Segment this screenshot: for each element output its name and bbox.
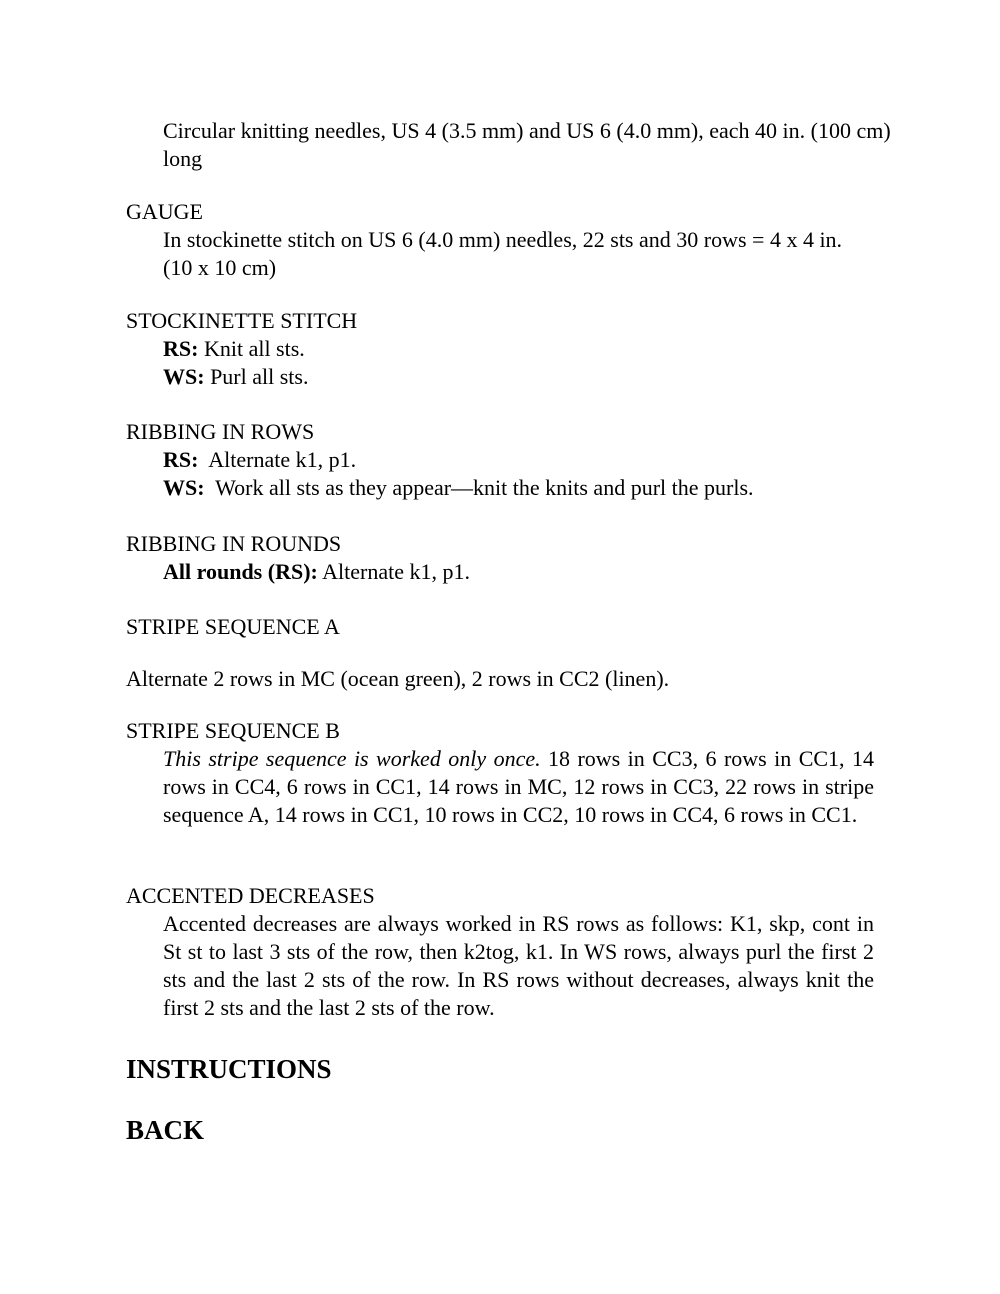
stripe-a-text: Alternate 2 rows in MC (ocean green), 2 rows in CC2 (linen).: [126, 666, 670, 691]
gauge-heading: GAUGE: [126, 199, 203, 224]
instructions-section: [126, 1053, 874, 1085]
stripe-a-section: [126, 613, 874, 641]
stockinette-section: [126, 307, 874, 391]
rs-label: RS:: [163, 336, 199, 361]
accented-text: Accented decreases are always worked in RS rows as follows: K1, skp, cont in St st to last 3 sts of the row, then k2tog, k1. In WS rows, always purl the first 2 sts and the last 2 sts of the row. In RS rows without decreases, always knit the first 2 sts and the last 2 sts of the row.: [163, 911, 874, 1020]
stockinette-rs-line: [126, 335, 874, 363]
stripe-b-text: 18 rows in CC3, 6 rows in CC1, 14 rows in CC4, 6 rows in CC1, 14 rows in MC, 12 rows in CC3, 22 rows in stripe sequence A, 14 rows in CC1, 10 rows in CC2, 10 rows in CC4, 6 rows in CC1.: [163, 746, 874, 827]
stripe-b-heading: STRIPE SEQUENCE B: [126, 718, 340, 743]
stripe-b-italic: This stripe sequence is worked only once.: [163, 746, 541, 771]
stockinette-heading: STOCKINETTE STITCH: [126, 308, 358, 333]
instructions-heading: INSTRUCTIONS: [126, 1054, 332, 1084]
ribbing-rows-heading: RIBBING IN ROWS: [126, 419, 315, 444]
needles-block: [126, 117, 911, 173]
ws-label: WS:: [163, 364, 205, 389]
rs-label: RS:: [163, 447, 199, 472]
ribbing-rounds-line: [126, 558, 874, 586]
stripe-a-heading: STRIPE SEQUENCE A: [126, 614, 340, 639]
stripe-b-paragraph: [126, 745, 874, 829]
ribbing-rows-rs-line: [126, 446, 874, 474]
stockinette-ws-line: [126, 363, 874, 391]
ws-label: WS:: [163, 475, 205, 500]
ribbing-rounds-section: [126, 530, 874, 586]
gauge-section: [126, 198, 874, 282]
gauge-text: In stockinette stitch on US 6 (4.0 mm) needles, 22 sts and 30 rows = 4 x 4 in. (10 x 10 cm): [163, 227, 843, 280]
rs-text: Alternate k1, p1.: [208, 447, 357, 472]
ws-text: Work all sts as they appear—knit the knits and purl the purls.: [215, 475, 754, 500]
back-heading: BACK: [126, 1115, 205, 1145]
accented-decreases-section: [126, 882, 874, 1022]
rs-text: Knit all sts.: [203, 336, 305, 361]
ribbing-rounds-heading: RIBBING IN ROUNDS: [126, 531, 342, 556]
all-rounds-label: All rounds (RS):: [163, 559, 318, 584]
stripe-b-section: [126, 717, 874, 829]
ribbing-rows-ws-line: [126, 474, 874, 502]
ribbing-rows-section: [126, 418, 874, 502]
back-section: [126, 1114, 874, 1146]
stripe-a-body: [126, 665, 874, 693]
accented-heading: ACCENTED DECREASES: [126, 883, 375, 908]
needles-text: Circular knitting needles, US 4 (3.5 mm) and US 6 (4.0 mm), each 40 in. (100 cm) long: [163, 118, 891, 171]
ws-text: Purl all sts.: [210, 364, 309, 389]
all-rounds-text: Alternate k1, p1.: [322, 559, 471, 584]
